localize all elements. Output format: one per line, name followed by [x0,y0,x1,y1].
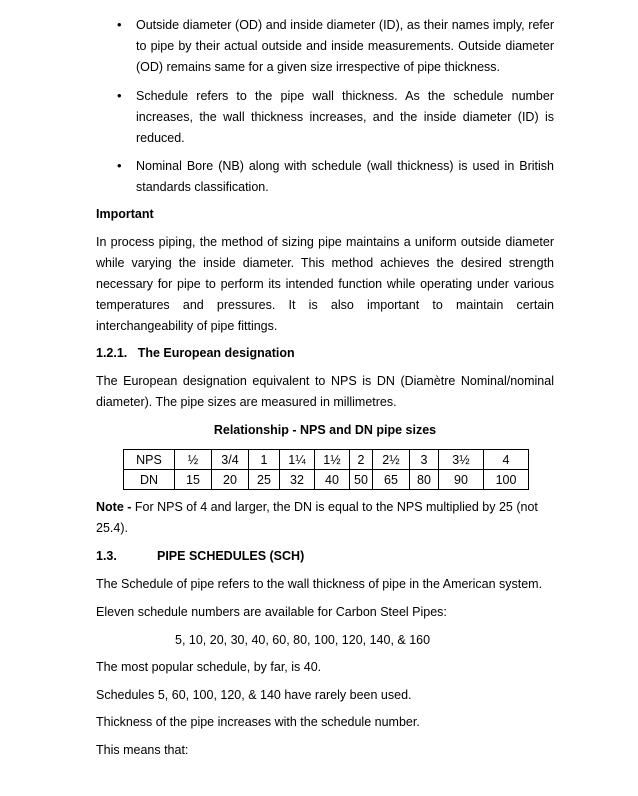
schedules-line: This means that: [96,743,189,757]
schedules-line: Eleven schedule numbers are available for Carbon Steel Pipes: [96,605,447,619]
nps-cell: 1½ [315,450,350,470]
dn-label: DN [124,470,175,490]
nps-cell: 3½ [439,450,484,470]
nps-dn-table [123,449,529,490]
schedule-numbers: 5, 10, 20, 30, 40, 60, 80, 100, 120, 140, & 160 [175,633,431,647]
dn-cell: 50 [350,470,373,490]
bullet-icon: • [117,158,122,173]
dn-cell: 32 [280,470,315,490]
nps-cell: 1¼ [280,450,315,470]
dn-cell: 90 [439,470,484,490]
table-row [124,470,529,490]
bullet-icon: • [117,88,122,103]
dn-cell: 40 [315,470,350,490]
section-number: 1.3. [96,549,117,563]
schedules-line: The Schedule of pipe refers to the wall thickness of pipe in the American system. [96,577,543,591]
nps-cell: ½ [175,450,212,470]
european-paragraph: The European designation equivalent to NPS is DN (Diamètre Nominal/nominal diameter). The pipe sizes are measured in millimetres. [96,374,554,409]
bullet-icon: • [117,17,122,32]
schedules-line: The most popular schedule, by far, is 40. [96,660,322,674]
note-label: Note - [96,500,132,514]
note-text: For NPS of 4 and larger, the DN is equal to the NPS multiplied by 25 (not 25.4). [96,500,538,535]
nps-cell: 3 [410,450,439,470]
schedules-line: Schedules 5, 60, 100, 120, & 140 have rarely been used. [96,688,412,702]
dn-cell: 100 [484,470,529,490]
bullet-schedule: Schedule refers to the pipe wall thickness. As the schedule number increases, the wall thickness increases, and the inside diameter (ID) is reduced. [136,89,554,145]
nps-cell: 2½ [373,450,410,470]
dn-cell: 65 [373,470,410,490]
schedules-heading [96,546,554,567]
nps-cell: 1 [249,450,280,470]
important-heading: Important [96,207,154,221]
table-caption: Relationship - NPS and DN pipe sizes [213,423,437,437]
important-paragraph: In process piping, the method of sizing pipe maintains a uniform outside diameter while varying the inside diameter. This method achieves the desired strength necessary for pipe to perform its intended function while operating under various temperatures and pressures. It is also important to maintain certain interchangeability of pipe fittings. [96,235,554,333]
dn-cell: 25 [249,470,280,490]
nps-label: NPS [124,450,175,470]
nps-cell: 4 [484,450,529,470]
bullet-od-id: Outside diameter (OD) and inside diameter (ID), as their names imply, refer to pipe by their actual outside and inside measurements. Outside diameter (OD) remains same for a given size irrespective of pipe thickness. [136,18,554,74]
section-title: PIPE SCHEDULES (SCH) [157,549,305,563]
table-row [124,450,529,470]
dn-cell: 15 [175,470,212,490]
bullet-nominal-bore: Nominal Bore (NB) along with schedule (wall thickness) is used in British standards classification. [136,159,554,194]
schedules-line: Thickness of the pipe increases with the schedule number. [96,715,420,729]
dn-cell: 80 [410,470,439,490]
section-title: The European designation [137,346,295,360]
note-paragraph [96,497,554,539]
european-heading [96,343,554,364]
nps-cell: 3/4 [212,450,249,470]
nps-cell: 2 [350,450,373,470]
section-number: 1.2.1. [96,346,128,360]
dn-cell: 20 [212,470,249,490]
